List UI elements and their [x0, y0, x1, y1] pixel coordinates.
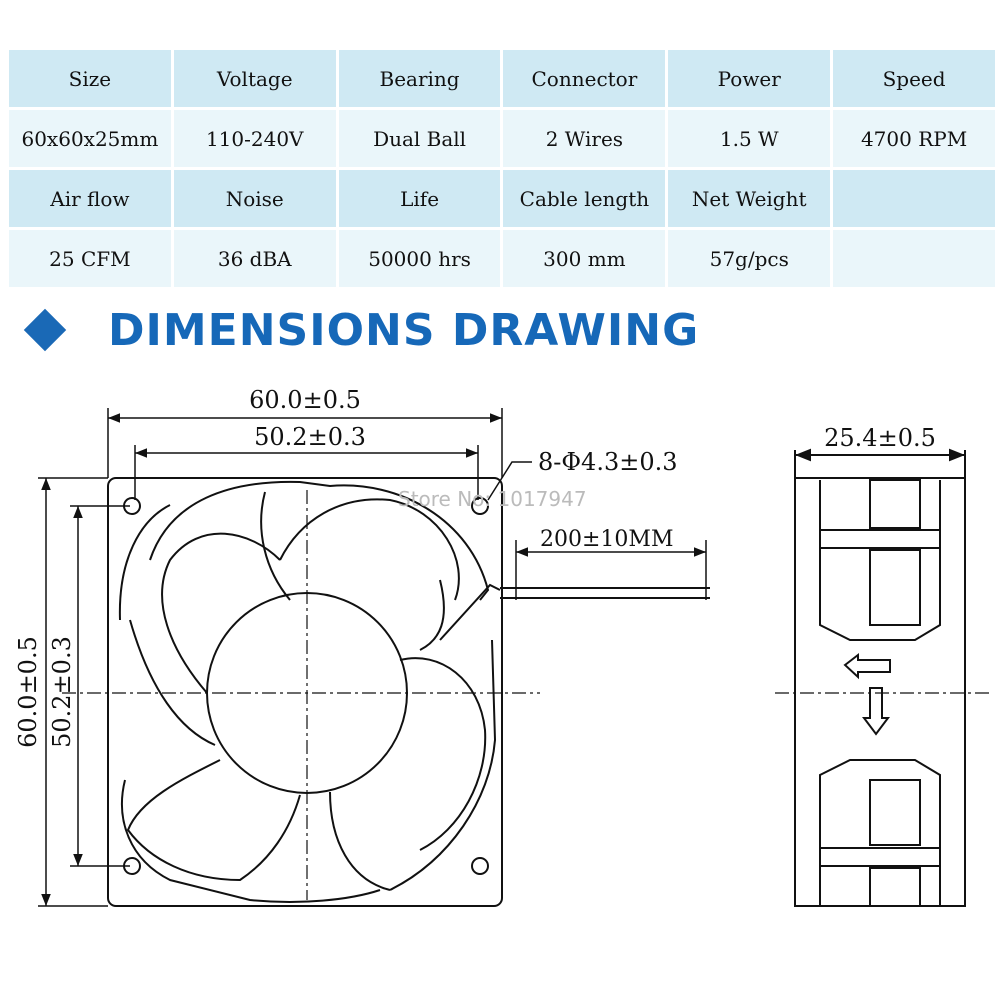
- spec-value: 4700 RPM: [833, 110, 995, 167]
- spec-value-row-2: [9, 230, 995, 287]
- rotation-arrow-icon: [864, 688, 888, 734]
- spec-value: 25 CFM: [9, 230, 171, 287]
- spec-value: 300 mm: [503, 230, 665, 287]
- fan-frame-front: [108, 478, 502, 906]
- spec-header: Life: [339, 170, 501, 227]
- fan-blade: [128, 760, 300, 880]
- spec-header: Size: [9, 50, 171, 107]
- fan-blade: [330, 792, 390, 890]
- spec-value: 1.5 W: [668, 110, 830, 167]
- spec-value-empty: [833, 230, 995, 287]
- spec-value: 2 Wires: [503, 110, 665, 167]
- width-outer-label: 60.0±0.5: [249, 386, 361, 414]
- height-outer-label: 60.0±0.5: [14, 636, 42, 748]
- side-profile-bottom: [820, 760, 940, 906]
- side-profile-top: [820, 480, 940, 640]
- cable-length-label: 200±10MM: [540, 527, 674, 552]
- spec-header: Connector: [503, 50, 665, 107]
- fan-blade: [162, 534, 280, 693]
- height-inner-label: 50.2±0.3: [48, 636, 76, 748]
- section-title: DIMENSIONS DRAWING: [108, 304, 700, 356]
- spec-value: 60x60x25mm: [9, 110, 171, 167]
- spec-value: 36 dBA: [174, 230, 336, 287]
- spec-header: Cable length: [503, 170, 665, 227]
- spec-header-row-1: [9, 50, 995, 107]
- spec-header: Bearing: [339, 50, 501, 107]
- mount-hole: [472, 858, 488, 874]
- spec-header: Net Weight: [668, 170, 830, 227]
- spec-header: Speed: [833, 50, 995, 107]
- spec-header: Noise: [174, 170, 336, 227]
- depth-label: 25.4±0.5: [824, 424, 936, 452]
- width-inner-label: 50.2±0.3: [254, 423, 366, 451]
- diamond-bullet-icon: [24, 309, 66, 351]
- spec-header: Power: [668, 50, 830, 107]
- spec-value: 110-240V: [174, 110, 336, 167]
- fan-blade: [400, 658, 485, 850]
- spec-header-row-2: [9, 170, 995, 227]
- spec-value-row-1: [9, 110, 995, 167]
- dimensions-drawing: [0, 370, 1000, 1000]
- spec-header-empty: [833, 170, 995, 227]
- spec-value: 57g/pcs: [668, 230, 830, 287]
- store-watermark: Store No: 1017947: [398, 487, 587, 511]
- section-heading: [22, 300, 699, 360]
- spec-value: Dual Ball: [339, 110, 501, 167]
- spec-table: [6, 47, 998, 290]
- spec-value: 50000 hrs: [339, 230, 501, 287]
- airflow-arrow-icon: [845, 655, 890, 677]
- spec-header: Air flow: [9, 170, 171, 227]
- spec-header: Voltage: [174, 50, 336, 107]
- hole-spec-label: 8-Φ4.3±0.3: [538, 448, 678, 476]
